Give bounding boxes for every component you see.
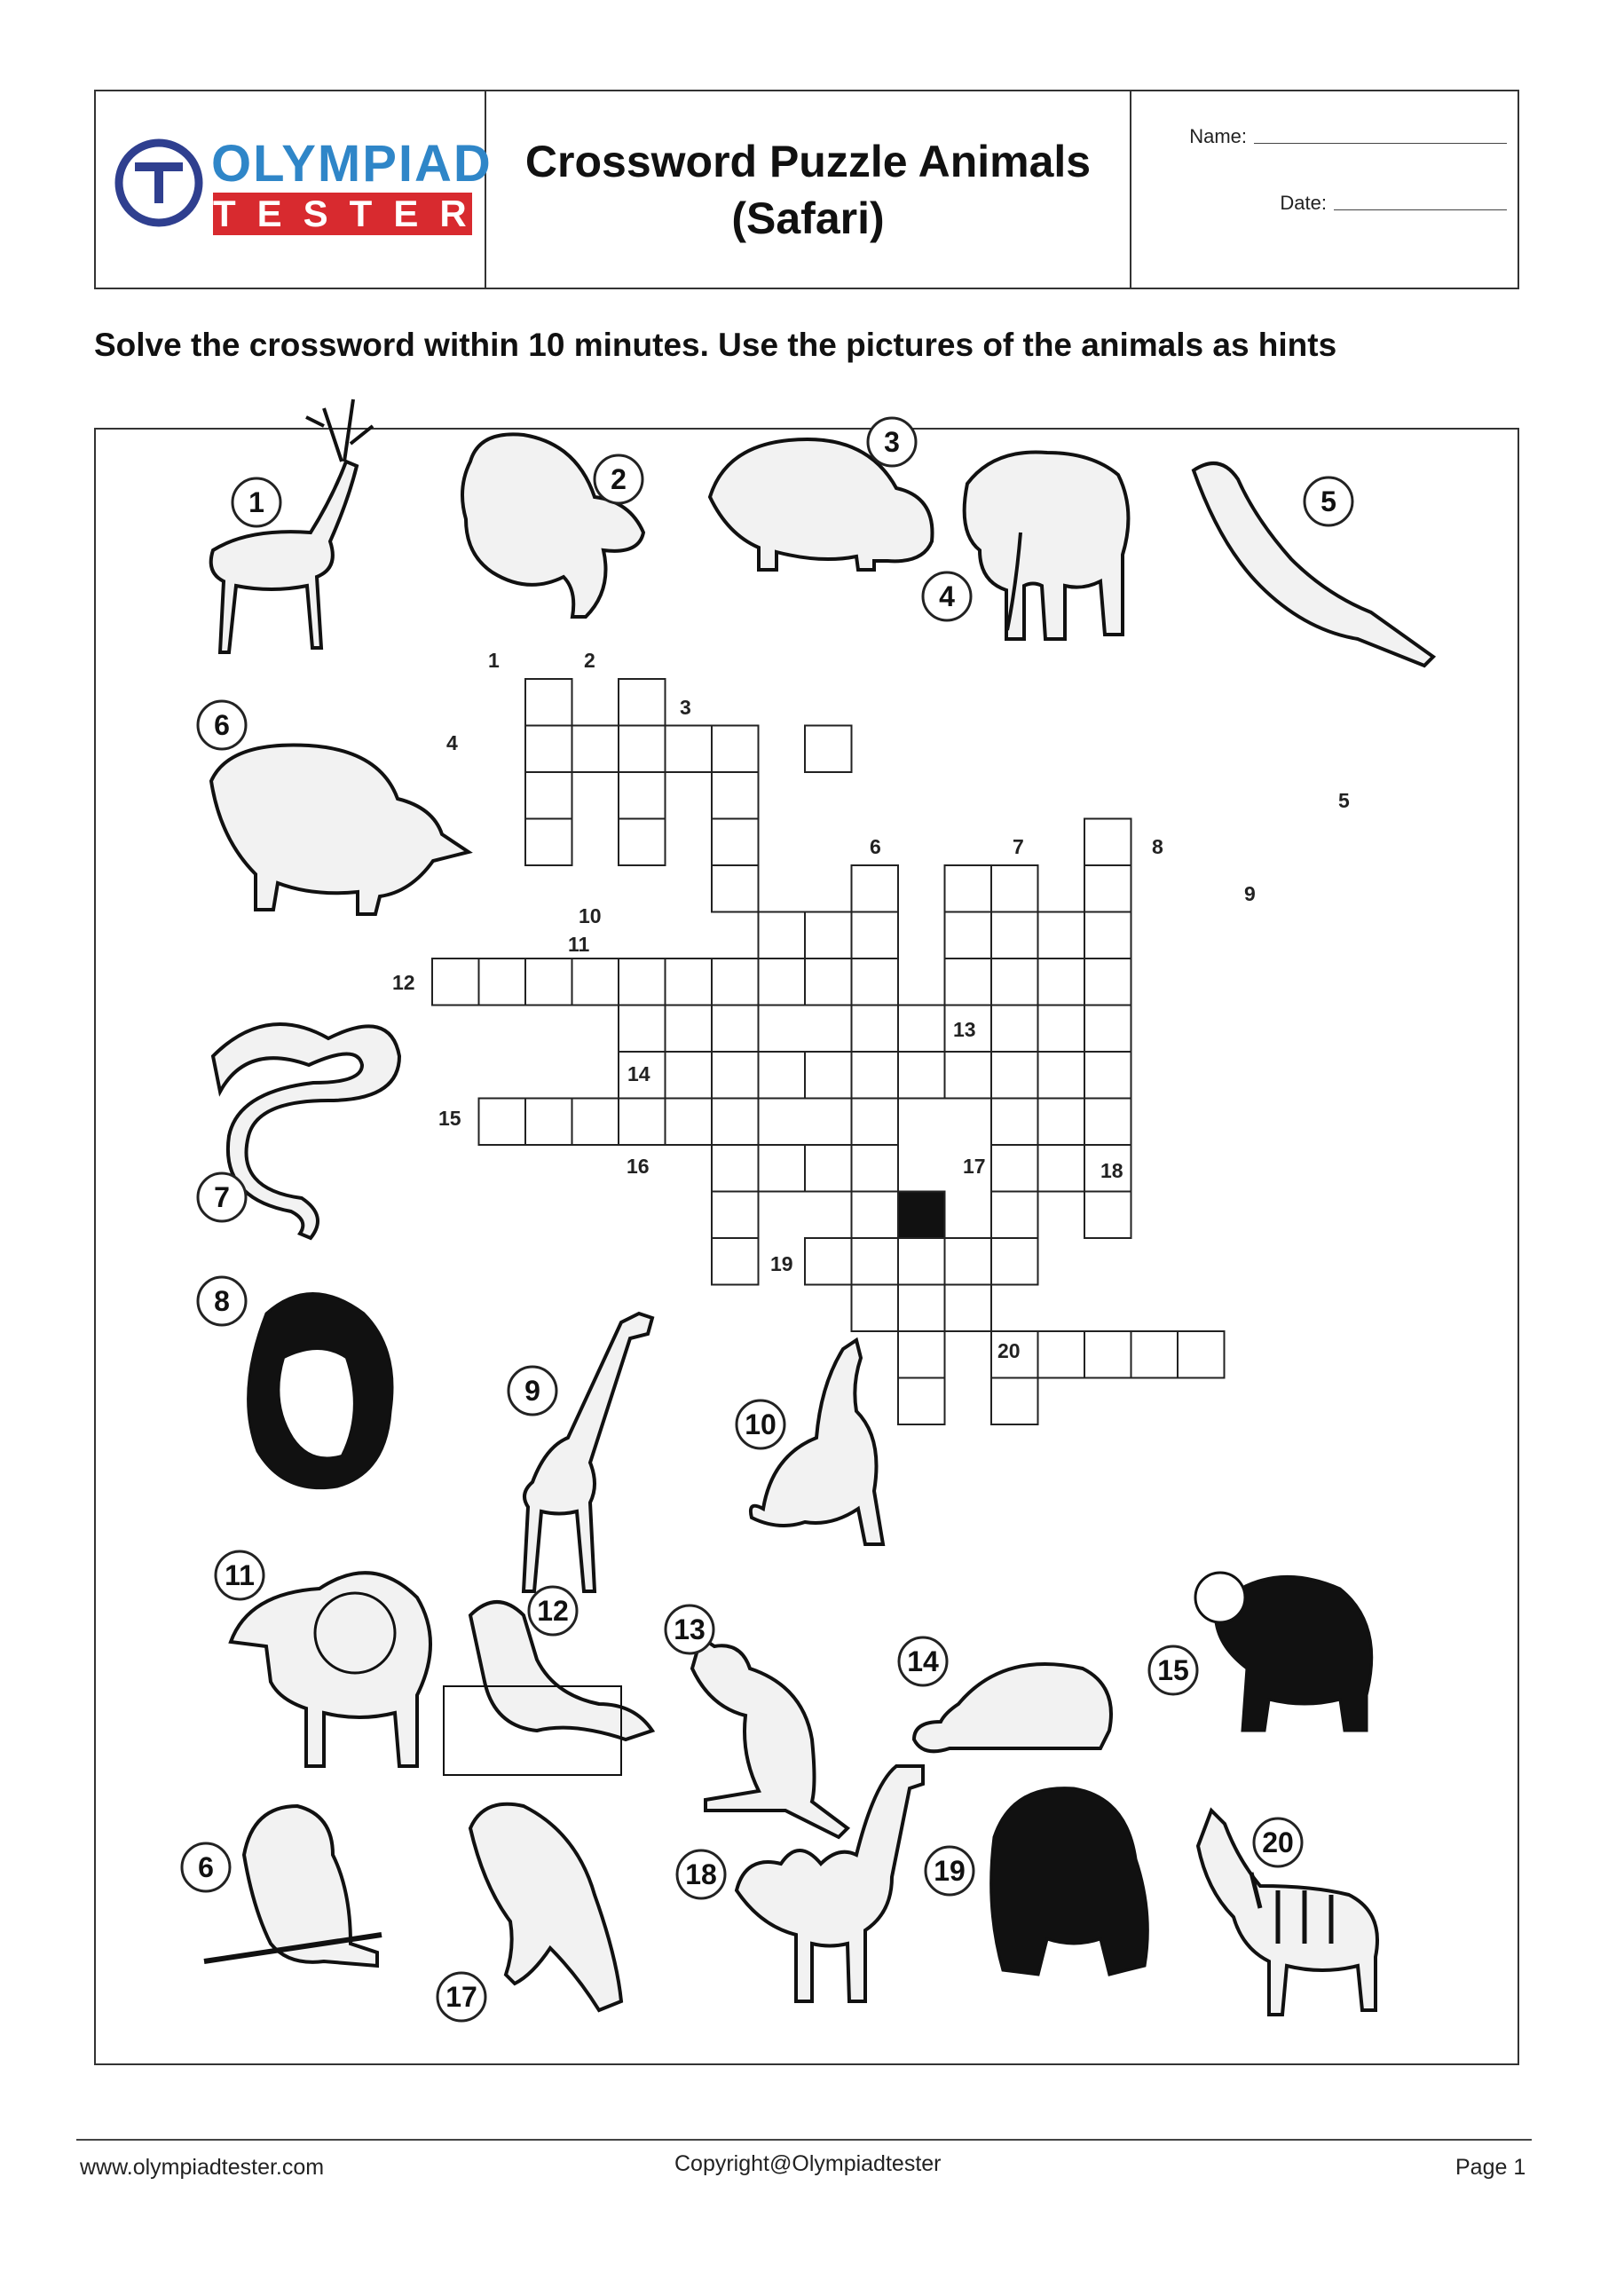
date-label: Date: (1280, 192, 1327, 214)
badge-kangaroo (666, 1605, 713, 1653)
grid-cell[interactable] (805, 1145, 852, 1192)
penguin-icon (248, 1294, 392, 1488)
badge-giraffe (508, 1367, 556, 1415)
badge-number: 15 (1157, 1654, 1189, 1686)
badge-number: 12 (537, 1595, 569, 1627)
rhino-icon (211, 746, 469, 915)
grid-cell[interactable] (666, 726, 713, 773)
grid-cell[interactable] (805, 912, 852, 959)
instructions: Solve the crossword within 10 minutes. Use the pictures of the animals as hints (94, 327, 1337, 363)
grid-cell[interactable] (898, 1378, 945, 1425)
page-title: Crossword Puzzle Animals (524, 136, 1092, 186)
badge-number: 6 (214, 709, 230, 741)
grid-cell[interactable] (572, 726, 619, 773)
grid-cell[interactable] (759, 1145, 806, 1192)
badge-penguin (198, 1277, 246, 1325)
badge-crocodile (1305, 477, 1352, 525)
clue-number-11: 11 (568, 933, 590, 956)
clue-number-3: 3 (680, 696, 691, 719)
lion-icon (231, 1573, 430, 1766)
badge-camel (677, 1850, 725, 1898)
badge-turtle (899, 1637, 947, 1685)
grid-cell[interactable] (572, 1099, 619, 1146)
badge-panda (1149, 1646, 1197, 1694)
grid-cell[interactable] (991, 1052, 1038, 1099)
grid-cell[interactable] (619, 1099, 666, 1146)
grid-cell[interactable] (852, 958, 899, 1006)
animal-illustrations (204, 399, 1433, 2015)
kangaroo-icon (692, 1637, 847, 1837)
grid-cell[interactable] (1038, 1006, 1085, 1053)
badge-number: 11 (225, 1559, 255, 1591)
grid-cell[interactable] (1038, 958, 1085, 1006)
grid-cell[interactable] (1084, 1006, 1131, 1053)
grid-cell[interactable] (991, 865, 1038, 912)
grid-cell[interactable] (805, 1052, 852, 1099)
logo-word-olympiad: OLYMPIAD (211, 135, 493, 193)
grid-cell[interactable] (666, 1099, 713, 1146)
grid-cell[interactable] (1038, 1052, 1085, 1099)
badge-number: 3 (884, 426, 900, 458)
grid-cell[interactable] (712, 1145, 759, 1192)
badge-number: 5 (1320, 485, 1336, 517)
grid-cell[interactable] (1038, 912, 1085, 959)
grid-cell[interactable] (945, 865, 992, 912)
grid-cell[interactable] (712, 865, 759, 912)
grid-cell[interactable] (525, 679, 572, 726)
grid-cell[interactable] (432, 958, 479, 1006)
grid-cell-black (898, 1192, 945, 1239)
badge-monkey (182, 1843, 230, 1891)
badge-zebra (1254, 1818, 1302, 1866)
grid-cell[interactable] (1084, 912, 1131, 959)
grid-cell[interactable] (479, 1099, 526, 1146)
badge-number: 17 (445, 1981, 477, 2013)
grid-cell[interactable] (759, 912, 806, 959)
name-label: Name: (1189, 125, 1247, 147)
grid-cell[interactable] (945, 1285, 992, 1332)
grid-cell[interactable] (852, 1099, 899, 1146)
clue-number-10: 10 (579, 904, 602, 927)
grid-cell[interactable] (619, 726, 666, 773)
elephant-icon (965, 452, 1129, 639)
grid-cell[interactable] (666, 958, 713, 1006)
grid-cell[interactable] (525, 1099, 572, 1146)
crossword-grid (432, 679, 1225, 1424)
badge-number: 14 (907, 1645, 939, 1677)
grid-cell[interactable] (945, 958, 992, 1006)
badge-wolf (737, 1400, 784, 1448)
clue-number-20: 20 (997, 1339, 1021, 1362)
grid-cell[interactable] (619, 1006, 666, 1053)
grid-cell[interactable] (712, 958, 759, 1006)
grid-cell[interactable] (1084, 1099, 1131, 1146)
grid-cell[interactable] (852, 1052, 899, 1099)
grid-cell[interactable] (712, 819, 759, 866)
grid-cell[interactable] (759, 958, 806, 1006)
grid-cell[interactable] (991, 1145, 1038, 1192)
grid-cell[interactable] (945, 1052, 992, 1099)
grid-cell[interactable] (991, 1006, 1038, 1053)
badge-number: 7 (214, 1181, 230, 1213)
grid-cell[interactable] (712, 726, 759, 773)
grid-cell[interactable] (619, 819, 666, 866)
clue-number-13: 13 (953, 1018, 976, 1041)
grid-cell[interactable] (619, 958, 666, 1006)
grid-cell[interactable] (1131, 1331, 1179, 1378)
grid-cell[interactable] (898, 1052, 945, 1099)
grid-cell[interactable] (712, 1006, 759, 1053)
giraffe-icon (524, 1314, 652, 1591)
grid-cell[interactable] (525, 958, 572, 1006)
badge-bear (595, 455, 643, 503)
turtle-icon (914, 1664, 1111, 1751)
grid-cell[interactable] (1038, 1099, 1085, 1146)
gorilla-icon (991, 1788, 1148, 1975)
badge-number: 6 (198, 1851, 214, 1883)
badge-number: 4 (939, 580, 955, 612)
grid-cell[interactable] (1084, 1192, 1131, 1239)
clue-number-6: 6 (870, 835, 881, 858)
deer-icon (211, 399, 373, 652)
badge-seal (529, 1587, 577, 1635)
grid-cell[interactable] (572, 958, 619, 1006)
grid-cell[interactable] (852, 1192, 899, 1239)
grid-cell[interactable] (1084, 1331, 1131, 1378)
grid-cell[interactable] (991, 958, 1038, 1006)
grid-cell[interactable] (852, 1145, 899, 1192)
grid-cell[interactable] (525, 819, 572, 866)
badge-rhino (198, 701, 246, 749)
grid-cell[interactable] (619, 772, 666, 819)
grid-cell[interactable] (805, 958, 852, 1006)
logo-word-tester: TESTER (213, 193, 488, 234)
badge-hippo (868, 418, 916, 466)
grid-cell[interactable] (1084, 819, 1131, 866)
badge-snake (198, 1173, 246, 1221)
monkey-icon (204, 1806, 382, 1966)
grid-cell[interactable] (805, 1238, 852, 1285)
grid-cell[interactable] (991, 912, 1038, 959)
grid-cell[interactable] (898, 1331, 945, 1378)
grid-cell[interactable] (759, 1052, 806, 1099)
badge-number: 13 (674, 1613, 706, 1645)
grid-cell[interactable] (991, 1238, 1038, 1285)
badge-lion (216, 1551, 264, 1599)
grid-cell[interactable] (1038, 1145, 1085, 1192)
grid-cell[interactable] (1084, 1052, 1131, 1099)
grid-cell[interactable] (898, 1238, 945, 1285)
grid-cell[interactable] (619, 679, 666, 726)
tiger-icon (470, 1804, 621, 2010)
grid-cell[interactable] (898, 1006, 945, 1053)
clue-number-14: 14 (627, 1062, 650, 1085)
footer-page-number: Page 1 (1455, 2155, 1526, 2180)
grid-cell[interactable] (991, 1192, 1038, 1239)
clue-number-19: 19 (770, 1252, 793, 1275)
clue-number-2: 2 (584, 649, 595, 672)
badge-number: 18 (685, 1858, 717, 1890)
grid-cell[interactable] (666, 1052, 713, 1099)
grid-cell[interactable] (712, 1099, 759, 1146)
grid-cell[interactable] (712, 1238, 759, 1285)
badge-deer (233, 478, 280, 526)
grid-cell[interactable] (712, 1192, 759, 1239)
grid-cell[interactable] (1178, 1331, 1225, 1378)
grid-cell[interactable] (479, 958, 526, 1006)
badge-gorilla (926, 1847, 974, 1895)
clue-number-1: 1 (488, 649, 500, 672)
clue-number-18: 18 (1100, 1159, 1123, 1182)
clue-number-15: 15 (438, 1107, 461, 1130)
grid-cell[interactable] (852, 1238, 899, 1285)
badge-number: 10 (745, 1408, 777, 1440)
grid-cell[interactable] (525, 772, 572, 819)
badge-number: 20 (1262, 1826, 1294, 1858)
grid-cell[interactable] (1038, 1331, 1085, 1378)
badge-number: 2 (611, 463, 627, 495)
badge-tiger (438, 1973, 485, 2021)
grid-cell[interactable] (945, 1238, 992, 1285)
badge-number: 8 (214, 1285, 230, 1317)
clue-number-8: 8 (1152, 835, 1163, 858)
clue-number-5: 5 (1338, 789, 1350, 812)
clue-number-7: 7 (1013, 835, 1024, 858)
badge-elephant (923, 572, 971, 620)
clue-number-17: 17 (963, 1155, 986, 1178)
grid-cell[interactable] (852, 1285, 899, 1332)
grid-cell[interactable] (525, 726, 572, 773)
grid-cell[interactable] (712, 1052, 759, 1099)
grid-cell[interactable] (1084, 958, 1131, 1006)
badge-number: 9 (524, 1375, 540, 1407)
clue-number-4: 4 (446, 731, 458, 754)
grid-cell[interactable] (712, 772, 759, 819)
grid-cell[interactable] (991, 1378, 1038, 1425)
footer-divider (76, 2139, 1532, 2141)
grid-cell[interactable] (852, 912, 899, 959)
footer-copyright: Copyright@Olympiadtester (674, 2151, 942, 2176)
panda-icon (1195, 1573, 1372, 1731)
grid-cell[interactable] (1084, 865, 1131, 912)
footer-website: www.olympiadtester.com (80, 2155, 325, 2180)
badge-number: 1 (248, 486, 264, 518)
badge-number: 19 (934, 1855, 966, 1887)
page-subtitle: (Safari) (731, 193, 885, 243)
clue-number-12: 12 (392, 971, 415, 994)
grid-cell[interactable] (852, 1006, 899, 1053)
grid-cell[interactable] (991, 1099, 1038, 1146)
grid-cell[interactable] (945, 912, 992, 959)
grid-cell[interactable] (852, 865, 899, 912)
clue-number-16: 16 (627, 1155, 650, 1178)
grid-cell[interactable] (805, 726, 852, 773)
clue-number-9: 9 (1244, 882, 1256, 905)
